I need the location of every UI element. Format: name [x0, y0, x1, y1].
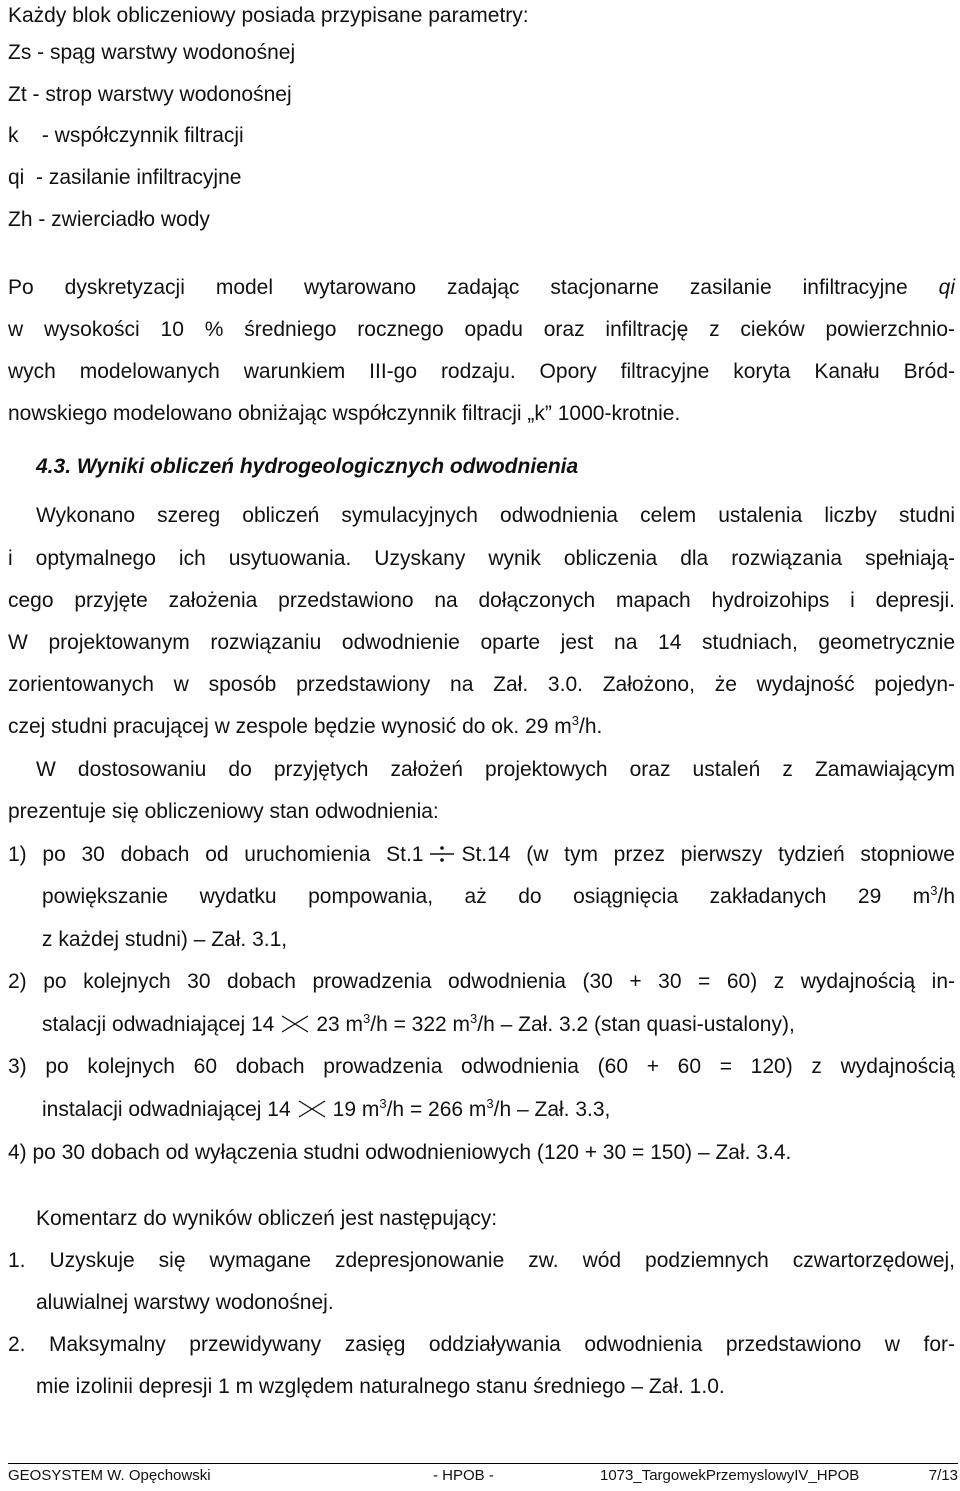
- list-item: 2) po kolejnych 30 dobach prowadzenia odwodnienia (30 + 30 = 60) z wydajnością in-: [8, 970, 955, 993]
- param-item: [8, 206, 210, 234]
- list-item: 3) po kolejnych 60 dobach prowadzenia odwodnienia (60 + 60 = 120) z wydajnością: [8, 1055, 955, 1078]
- list-item: 1) po 30 dobach od uruchomienia St.1 St.14 (w tym przez pierwszy tydzień stopniowe: [8, 843, 955, 866]
- param-code: Zt: [8, 83, 27, 106]
- calibration-line: wych modelowanych warunkiem III-go rodzaju. Opory filtracyjne koryta Kanału Bród-: [8, 360, 955, 383]
- footer-project: - HPOB -: [433, 1467, 494, 1484]
- param-desc: - spąg warstwy wodonośnej: [31, 41, 296, 64]
- param-item: [8, 122, 244, 150]
- paragraph-line: czej studni pracującej w zespole będzie wynosić do ok. 29 $m^3/h$.: [8, 713, 603, 738]
- division-sign-icon: [427, 844, 457, 864]
- param-code: Zs: [8, 41, 32, 64]
- param-desc: - współczynnik filtracji: [18, 124, 244, 147]
- footer-page-number: 7/13: [928, 1467, 958, 1484]
- list-item: 4) po 30 dobach od wyłączenia studni odwodnieniowych (120 + 30 = 150) – Zał. 3.4.: [8, 1141, 792, 1164]
- paragraph-line: Wykonano szereg obliczeń symulacyjnych odwodnienia celem ustalenia liczby studni: [36, 504, 955, 527]
- param-item: [8, 39, 295, 67]
- section-heading: 4.3. Wyniki obliczeń hydrogeologicznych odwodnienia: [36, 455, 579, 478]
- calibration-line: Po dyskretyzacji model wytarowano zadając stacjonarne zasilanie infiltracyjne qi: [8, 276, 955, 299]
- param-item: [8, 164, 241, 192]
- list-item-cont: instalacji odwadniającej 14 19 $m^3/h = 266$ $m^3/h$ – Zał. 3.3,: [42, 1096, 611, 1121]
- comment-item-cont: aluwialnej warstwy wodonośnej.: [36, 1291, 334, 1314]
- comment-item: 1. Uzyskuje się wymagane zdepresjonowanie zw. wód podziemnych czwartorzędowej,: [8, 1249, 955, 1272]
- param-desc: - strop warstwy wodonośnej: [26, 83, 292, 106]
- paragraph-line: prezentuje się obliczeniowy stan odwodnienia:: [8, 800, 439, 823]
- calibration-line: w wysokości 10 % średniego rocznego opadu oraz infiltrację z cieków powierzchnio-: [8, 318, 955, 341]
- multiplication-sign-icon: [278, 1014, 312, 1034]
- multiplication-sign-icon: [295, 1099, 329, 1119]
- comment-item: 2. Maksymalny przewidywany zasięg oddziaływania odwodnienia przedstawiono w for-: [8, 1333, 955, 1356]
- param-item: [8, 81, 292, 109]
- param-desc: - zasilanie infiltracyjne: [24, 166, 242, 189]
- footer-company: GEOSYSTEM W. Opęchowski: [8, 1467, 211, 1484]
- paragraph-line: cego przyjęte założenia przedstawiono na dołączonych mapach hydroizohips i depresji.: [8, 589, 955, 612]
- list-item-cont: powiększanie wydatku pompowania, aż do osiągnięcia zakładanych 29 $m^3/h$: [42, 883, 955, 908]
- page-footer: [8, 1463, 958, 1484]
- param-desc: - zwierciadło wody: [32, 208, 210, 231]
- footer-file: 1073_TargowekPrzemyslowyIV_HPOB: [600, 1467, 860, 1484]
- paragraph-line: W dostosowaniu do przyjętych założeń projektowych oraz ustaleń z Zamawiającym: [36, 758, 955, 781]
- comment-intro: Komentarz do wyników obliczeń jest następujący:: [36, 1207, 498, 1230]
- paragraph-line: zorientowanych w sposób przedstawiony na Zał. 3.0. Założono, że wydajność pojedyn-: [8, 673, 955, 696]
- param-code: Zh: [8, 208, 33, 231]
- param-code: qi: [8, 166, 25, 189]
- calibration-line: nowskiego modelowano obniżając współczynnik filtracji „k” 1000-krotnie.: [8, 402, 681, 425]
- list-item-cont: z każdej studni) – Zał. 3.1,: [42, 928, 288, 951]
- list-item-cont: stalacji odwadniającej 14 23 $m^3/h = 322$ $m^3/h$ – Zał. 3.2 (stan quasi-ustalony),: [42, 1011, 795, 1036]
- params-intro: Każdy blok obliczeniowy posiada przypisane parametry:: [8, 4, 529, 27]
- comment-item-cont: mie izolinii depresji 1 m względem naturalnego stanu średniego – Zał. 1.0.: [36, 1375, 725, 1398]
- param-code: k: [8, 124, 19, 147]
- paragraph-line: W projektowanym rozwiązaniu odwodnienie oparte jest na 14 studniach, geometrycznie: [8, 631, 955, 654]
- paragraph-line: i optymalnego ich usytuowania. Uzyskany wynik obliczenia dla rozwiązania spełniają-: [8, 547, 955, 570]
